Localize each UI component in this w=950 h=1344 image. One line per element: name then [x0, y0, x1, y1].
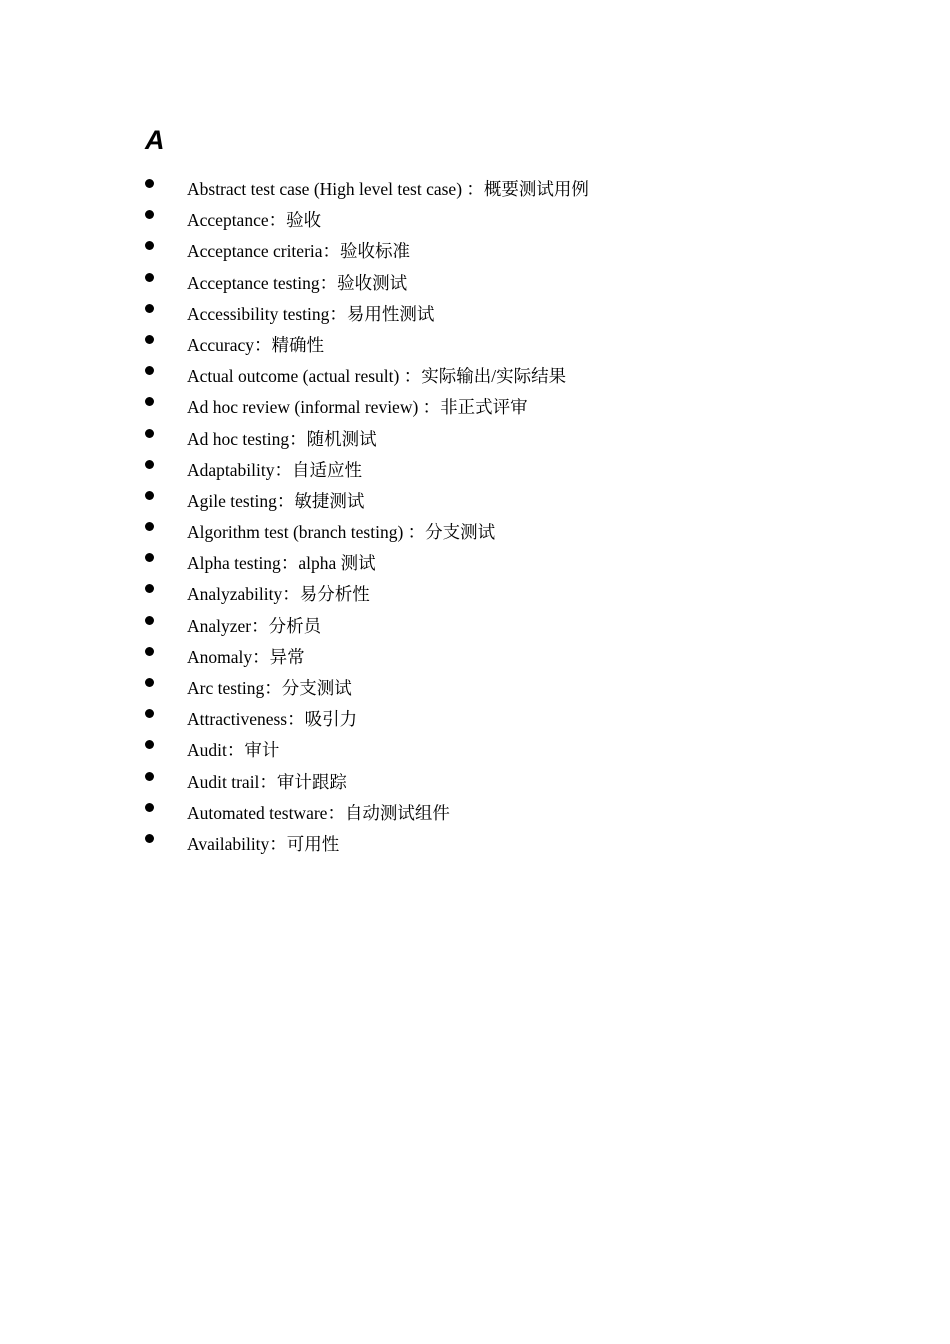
term-separator: ：	[251, 615, 269, 636]
term-entry	[187, 770, 347, 794]
term-english: Accessibility testing	[187, 303, 330, 324]
bullet-icon	[145, 709, 154, 718]
term-separator: ：	[268, 210, 287, 231]
term-entry	[187, 676, 352, 700]
term-chinese: alpha 测试	[298, 553, 376, 574]
term-english: Audit trail	[187, 771, 260, 792]
term-english: Alpha testing	[187, 553, 281, 574]
term-entry	[187, 489, 364, 513]
bullet-icon	[145, 834, 154, 843]
term-chinese: 异常	[269, 646, 305, 667]
term-entry	[187, 271, 407, 295]
term-chinese: 精确性	[271, 334, 325, 355]
term-entry	[187, 364, 566, 388]
list-item	[0, 516, 950, 547]
list-item	[0, 578, 950, 609]
term-separator: ：	[274, 459, 292, 480]
term-english: Analyzability	[187, 584, 283, 605]
term-entry	[187, 302, 434, 326]
term-english: Analyzer	[187, 615, 252, 636]
term-entry	[187, 239, 410, 263]
term-separator: ：	[399, 366, 422, 387]
term-english: Arc testing	[187, 678, 265, 698]
bullet-icon	[145, 210, 154, 219]
term-separator: ：	[322, 241, 341, 262]
term-separator: ：	[259, 771, 277, 792]
term-chinese: 自动测试组件	[344, 802, 450, 823]
term-english: Actual outcome (actual result)	[187, 366, 400, 387]
term-separator: ：	[254, 334, 272, 355]
bullet-icon	[145, 366, 154, 375]
term-chinese: 验收测试	[337, 272, 408, 293]
term-separator: ：	[282, 584, 300, 605]
term-separator: ：	[252, 646, 270, 667]
term-entry	[187, 458, 362, 482]
bullet-icon	[145, 678, 154, 687]
term-chinese: 概要测试用例	[483, 179, 589, 199]
bullet-icon	[145, 491, 154, 500]
term-english: Attractiveness	[187, 709, 288, 730]
term-chinese: 验收标准	[340, 241, 411, 262]
term-entry	[187, 801, 450, 825]
bullet-icon	[145, 335, 154, 344]
list-item	[0, 485, 950, 516]
term-english: Acceptance testing	[187, 272, 320, 293]
list-item	[0, 391, 950, 422]
bullet-icon	[145, 460, 154, 469]
bullet-icon	[145, 803, 154, 812]
term-chinese: 自适应性	[291, 459, 362, 480]
term-chinese: 敏捷测试	[294, 490, 365, 511]
term-english: Adaptability	[187, 459, 275, 480]
list-item	[0, 423, 950, 454]
term-entry	[187, 177, 589, 201]
term-entry	[187, 707, 357, 731]
term-english: Automated testware	[187, 802, 328, 823]
term-chinese: 易用性测试	[346, 303, 435, 324]
term-entry	[187, 645, 305, 669]
bullet-icon	[145, 553, 154, 562]
glossary-list	[0, 173, 950, 859]
term-entry	[187, 582, 370, 606]
list-item	[0, 547, 950, 578]
section-heading: A	[145, 125, 165, 155]
list-item	[0, 298, 950, 329]
term-english: Ad hoc review (informal review)	[187, 397, 419, 418]
term-separator: ：	[280, 553, 299, 574]
term-separator: ：	[287, 709, 305, 730]
bullet-icon	[145, 616, 154, 625]
term-english: Agile testing	[187, 490, 277, 511]
term-entry	[187, 520, 495, 544]
term-separator: ：	[264, 678, 282, 698]
term-entry	[187, 395, 528, 419]
term-chinese: 分支测试	[425, 522, 496, 543]
list-item	[0, 641, 950, 672]
term-entry	[187, 208, 321, 232]
term-english: Audit	[187, 740, 227, 761]
list-item	[0, 828, 950, 859]
list-item	[0, 672, 950, 703]
list-item	[0, 454, 950, 485]
list-item	[0, 360, 950, 391]
bullet-icon	[145, 179, 154, 188]
list-item	[0, 797, 950, 828]
term-entry	[187, 427, 377, 451]
term-separator: ：	[319, 272, 338, 293]
term-chinese: 审计	[244, 740, 280, 761]
term-chinese: 易分析性	[299, 584, 370, 605]
bullet-icon	[145, 584, 154, 593]
list-item	[0, 703, 950, 734]
term-entry	[187, 832, 339, 856]
term-separator: ：	[329, 303, 347, 324]
bullet-icon	[145, 740, 154, 749]
term-entry	[187, 333, 324, 357]
term-entry	[187, 614, 321, 638]
term-chinese: 非正式评审	[440, 397, 528, 418]
list-item	[0, 173, 950, 204]
term-chinese: 分支测试	[281, 678, 352, 698]
term-separator: ：	[289, 428, 307, 449]
list-item	[0, 329, 950, 360]
bullet-icon	[145, 273, 154, 282]
term-separator: ：	[276, 490, 295, 511]
term-separator: ：	[226, 740, 245, 761]
bullet-icon	[145, 241, 154, 250]
term-english: Ad hoc testing	[187, 428, 290, 449]
term-chinese: 随机测试	[306, 428, 377, 449]
bullet-icon	[145, 429, 154, 438]
bullet-icon	[145, 647, 154, 656]
term-english: Availability	[187, 833, 270, 854]
term-chinese: 审计跟踪	[276, 771, 347, 792]
bullet-icon	[145, 772, 154, 781]
term-english: Accuracy	[187, 334, 255, 355]
term-english: Algorithm test (branch testing)	[187, 522, 404, 543]
list-item	[0, 734, 950, 765]
list-item	[0, 610, 950, 641]
bullet-icon	[145, 522, 154, 531]
term-english: Anomaly	[187, 646, 253, 667]
term-separator: ：	[418, 397, 441, 418]
term-chinese: 实际输出/实际结果	[421, 366, 567, 387]
term-separator: ：	[327, 802, 345, 823]
term-chinese: 验收	[286, 210, 322, 231]
term-english: Acceptance criteria	[187, 241, 323, 262]
term-separator: ：	[462, 179, 484, 199]
term-chinese: 吸引力	[304, 709, 358, 730]
term-separator: ：	[269, 833, 287, 854]
term-english: Abstract test case (High level test case)	[187, 179, 463, 199]
bullet-icon	[145, 397, 154, 406]
list-item	[0, 267, 950, 298]
list-item	[0, 766, 950, 797]
term-entry	[187, 551, 376, 575]
term-chinese: 可用性	[286, 833, 340, 854]
bullet-icon	[145, 304, 154, 313]
list-item	[0, 235, 950, 266]
term-chinese: 分析员	[268, 615, 322, 636]
term-separator: ：	[403, 522, 426, 543]
term-entry	[187, 738, 279, 762]
term-english: Acceptance	[187, 210, 269, 231]
list-item	[0, 204, 950, 235]
